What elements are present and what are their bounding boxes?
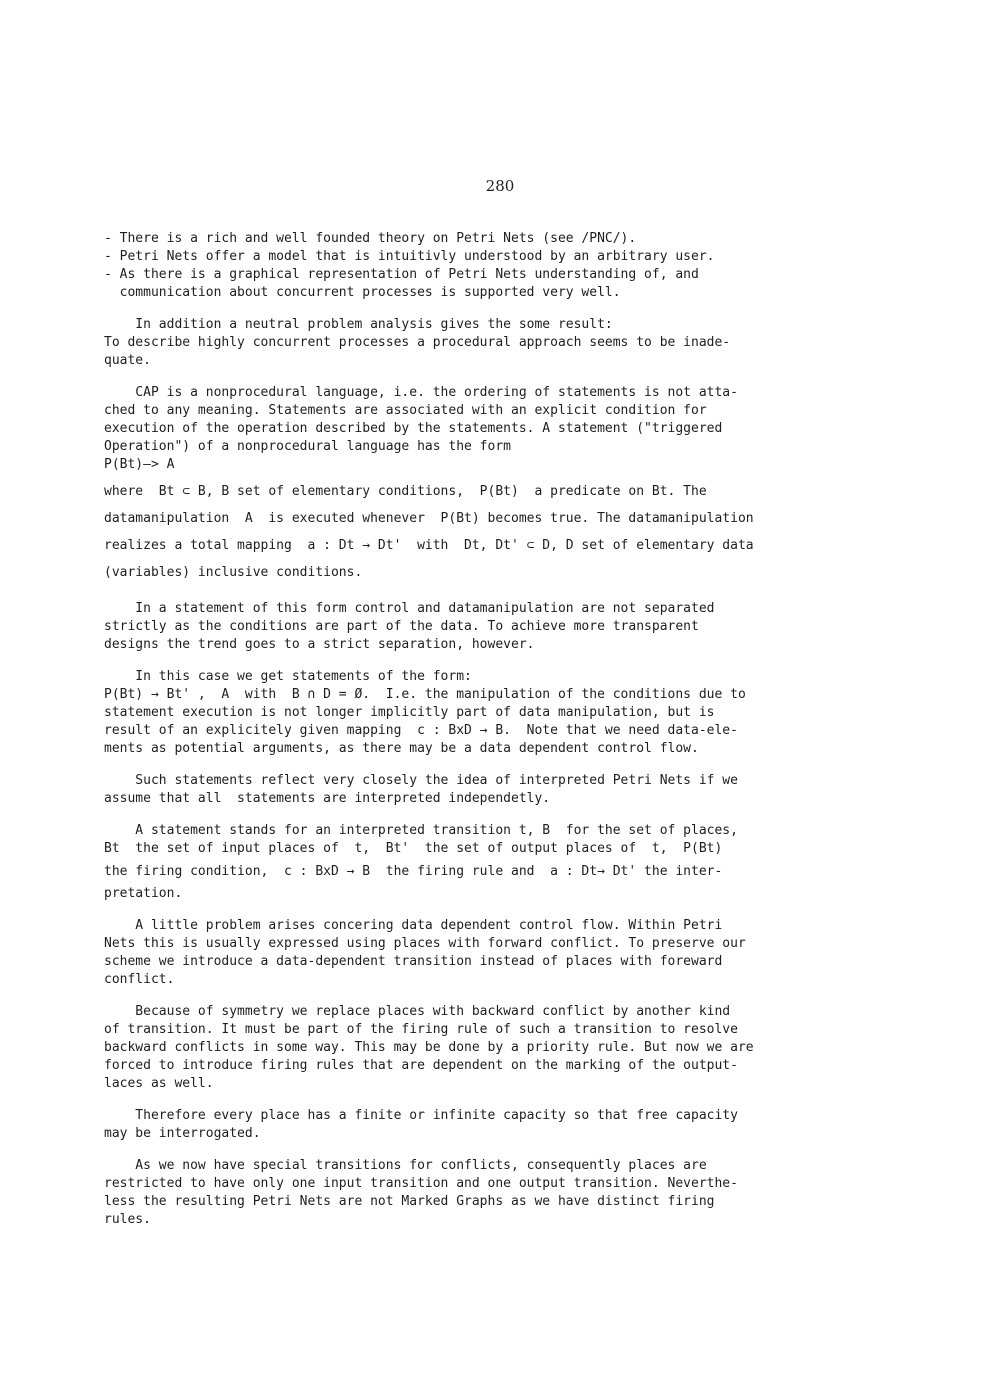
text-line: Therefore every place has a finite or infinite capacity so that free capacity [104,1108,738,1123]
text-line: Because of symmetry we replace places with backward conflict by another kind [104,1004,731,1019]
text-line: laces as well. [104,1076,214,1091]
text-line: In a statement of this form control and datamanipulation are not separated [104,601,715,616]
text-line: pretation. [104,886,183,901]
paragraph-cap-language [104,384,884,474]
text-line: Such statements reflect very closely the idea of interpreted Petri Nets if we [104,773,738,788]
formula-line: P(Bt)—> A [104,457,175,472]
text-line: where Bt ⊂ B, B set of elementary conditions, P(Bt) a predicate on Bt. The [104,484,707,499]
text-line: In this case we get statements of the form: [104,669,472,684]
paragraph-control-flow [104,917,884,989]
text-line: CAP is a nonprocedural language, i.e. the ordering of statements is not atta- [104,385,738,400]
text-line: rules. [104,1212,151,1227]
text-line: backward conflicts in some way. This may be done by a priority rule. But now we are [104,1040,754,1055]
text-line: restricted to have only one input transition and one output transition. Neverthe- [104,1176,738,1191]
bullet-item: - There is a rich and well founded theory on Petri Nets (see /PNC/). [104,231,637,246]
text-line: In addition a neutral problem analysis gives the some result: [104,317,613,332]
text-line: less the resulting Petri Nets are not Marked Graphs as we have distinct firing [104,1194,715,1209]
document-body [104,230,884,1243]
paragraph-problem-analysis [104,316,884,370]
text-line: conflict. [104,972,175,987]
text-line: statement execution is not longer implicitly part of data manipulation, but is [104,705,715,720]
text-line: strictly as the conditions are part of the data. To achieve more transparent [104,619,699,634]
text-line: A statement stands for an interpreted transition t, B for the set of places, [104,823,738,838]
text-line: scheme we introduce a data-dependent transition instead of places with foreward [104,954,723,969]
text-line: Bt the set of input places of t, Bt' the set of output places of t, P(Bt) [104,841,723,856]
paragraph-conflicts [104,1157,884,1229]
text-line: realizes a total mapping a : Dt → Dt' with Dt, Dt' ⊂ D, D set of elementary data [104,538,754,553]
paragraph-interpreted-nets [104,772,884,808]
text-line: P(Bt) → Bt' , A with B ∩ D = Ø. I.e. the manipulation of the conditions due to [104,687,746,702]
text-line: execution of the operation described by the statements. A statement ("triggered [104,421,723,436]
text-line: A little problem arises concering data dependent control flow. Within Petri [104,918,723,933]
text-line: quate. [104,353,151,368]
bullet-item: - Petri Nets offer a model that is intuitivly understood by an arbitrary user. [104,249,715,264]
bullet-item: - As there is a graphical representation of Petri Nets understanding of, and [104,267,699,282]
text-line: result of an explicitely given mapping c : BxD → B. Note that we need data-ele- [104,723,738,738]
text-line: (variables) inclusive conditions. [104,565,363,580]
bullet-item: communication about concurrent processes is supported very well. [104,285,621,300]
text-line: may be interrogated. [104,1126,261,1141]
paragraph-transition [104,822,884,903]
text-line: the firing condition, c : BxD → B the firing rule and a : Dt→ Dt' the inter- [104,864,723,879]
text-line: ched to any meaning. Statements are associated with an explicit condition for [104,403,707,418]
text-line: As we now have special transitions for conflicts, consequently places are [104,1158,707,1173]
text-line: To describe highly concurrent processes a procedural approach seems to be inade- [104,335,731,350]
text-line: of transition. It must be part of the firing rule of such a transition to resolve [104,1022,738,1037]
paragraph-definitions [104,478,884,586]
text-line: Nets this is usually expressed using places with forward conflict. To preserve our [104,936,746,951]
bullet-list [104,230,884,302]
text-line: assume that all statements are interpreted independetly. [104,791,551,806]
paragraph-symmetry [104,1003,884,1093]
paragraph-capacity [104,1107,884,1143]
text-line: designs the trend goes to a strict separation, however. [104,637,535,652]
page-number: 280 [485,177,515,195]
paragraph-statement-form [104,668,884,758]
paragraph-separation [104,600,884,654]
text-line: forced to introduce firing rules that are dependent on the marking of the output- [104,1058,738,1073]
text-line: Operation") of a nonprocedural language has the form [104,439,511,454]
text-line: ments as potential arguments, as there may be a data dependent control flow. [104,741,699,756]
text-line: datamanipulation A is executed whenever P(Bt) becomes true. The datamanipulation [104,511,754,526]
